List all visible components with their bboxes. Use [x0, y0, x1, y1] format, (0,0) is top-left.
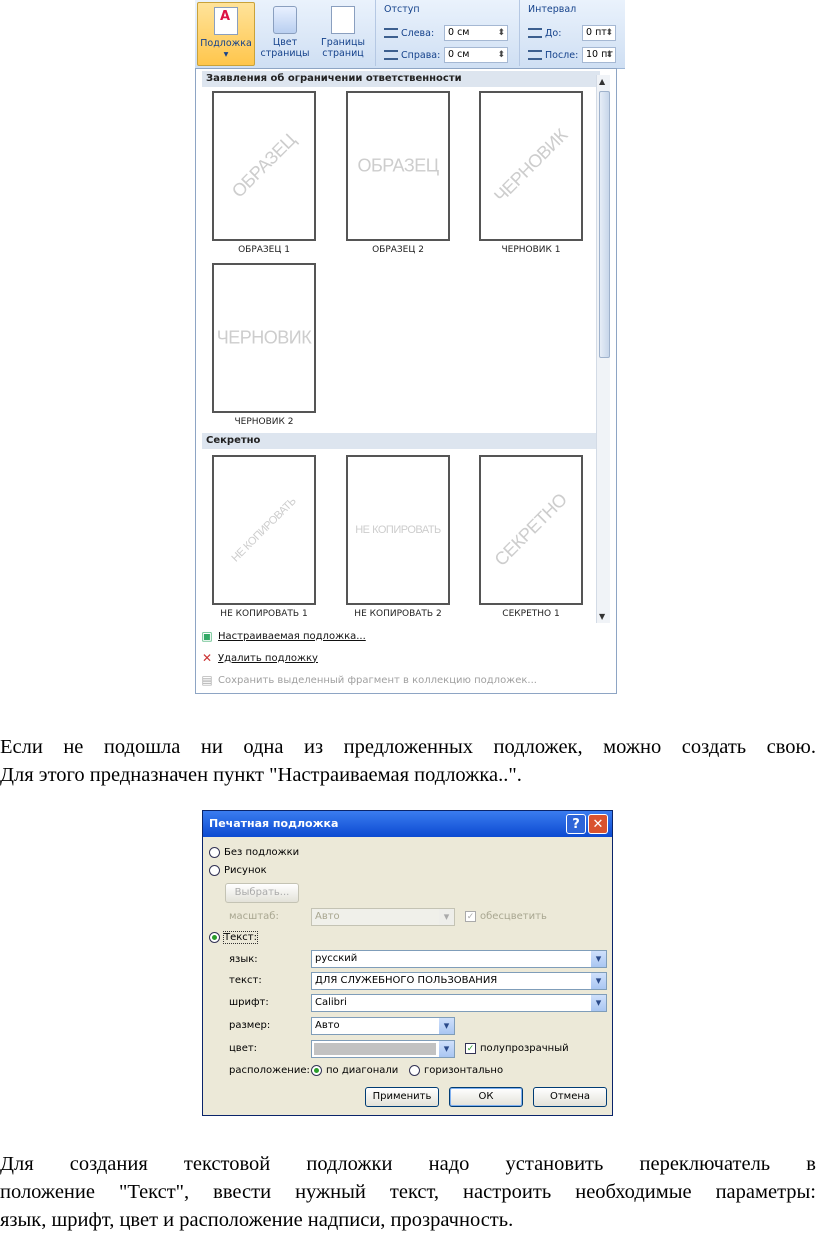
menu-save-selection[interactable]: ▤ Сохранить выделенный фрагмент в коллекцию подложек...: [196, 669, 616, 691]
semitransparent-checkbox[interactable]: ✓ полупрозрачный: [466, 1043, 569, 1054]
menu-custom-watermark[interactable]: ▣ Настраиваемая подложка...: [196, 625, 616, 647]
apply-button[interactable]: Применить: [365, 1087, 439, 1107]
printed-watermark-dialog: Печатная подложка ? ✕ Без подложки Рисунок Выбрать... масштаб: Авто ▾ ✓ обесцветить Текст: язык: русский ▾ текст: ДЛЯ СЛУЖЕБНОГО ПОЛЬЗОВАНИЯ ▾ шрифт: Calibri ▾ размер: Авто ▾ цвет: ▾ ✓ полупрозрачный расположение: по диагонали горизонтально Применить ОК Отмена: [202, 810, 613, 1116]
scroll-down-icon[interactable]: ▼: [599, 612, 606, 621]
page-borders-button[interactable]: Границы страниц: [315, 2, 371, 64]
watermark-dropdown-panel: [195, 68, 617, 694]
radio-horizontal[interactable]: горизонтально: [409, 1065, 503, 1076]
spacing-after-row: После: 10 пт ⬍: [528, 46, 616, 64]
custom-watermark-icon: ▣: [201, 629, 213, 643]
page-color-button[interactable]: Цвет страницы: [257, 2, 313, 64]
watermark-thumb-draft-2[interactable]: ЧЕРНОВИК ЧЕРНОВИК 2: [210, 263, 318, 427]
dialog-titlebar: Печатная подложка ? ✕: [203, 811, 612, 837]
washout-checkbox[interactable]: ✓ обесцветить: [466, 911, 547, 922]
menu-remove-watermark[interactable]: ✕ Удалить подложку: [196, 647, 616, 669]
color-swatch: [314, 1043, 436, 1055]
radio-no-watermark[interactable]: Без подложки: [209, 847, 299, 858]
scale-select[interactable]: Авто ▾: [311, 908, 455, 926]
ribbon: [195, 0, 625, 69]
remove-watermark-icon: ✕: [201, 651, 213, 665]
select-picture-button[interactable]: Выбрать...: [225, 883, 299, 903]
close-button[interactable]: ✕: [588, 814, 608, 834]
spacing-before-row: До: 0 пт ⬍: [528, 24, 616, 42]
spacing-before-icon: [528, 28, 542, 38]
section-secret-header: Секретно: [202, 433, 600, 449]
watermark-thumb-no-copy-1[interactable]: НЕ КОПИРОВАТЬ НЕ КОПИРОВАТЬ 1: [210, 455, 318, 619]
indent-left-row: Слева: 0 см ⬍: [384, 24, 508, 42]
indent-right-spinner[interactable]: 0 см ⬍: [444, 47, 508, 63]
watermark-icon: [214, 7, 238, 35]
section-disclaimers-header: Заявления об ограничении ответственности: [202, 71, 600, 87]
spacing-after-spinner[interactable]: 10 пт ⬍: [582, 47, 616, 63]
radio-diagonal[interactable]: по диагонали: [311, 1065, 398, 1076]
indent-group: Отступ Слева: 0 см ⬍ Справа: 0 см ⬍: [375, 0, 518, 66]
watermark-thumb-sample-2[interactable]: ОБРАЗЕЦ ОБРАЗЕЦ 2: [344, 91, 452, 255]
language-select[interactable]: русский ▾: [311, 950, 607, 968]
help-button[interactable]: ?: [566, 814, 586, 834]
dropdown-arrow-icon: ▾: [223, 49, 229, 60]
paint-bucket-icon: [273, 6, 297, 34]
radio-text[interactable]: Текст:: [209, 932, 257, 943]
watermark-button[interactable]: A Подложка ▾: [197, 2, 255, 66]
radio-circle-icon: [209, 847, 220, 858]
checkbox-checked-icon: ✓: [466, 1044, 475, 1054]
watermark-thumb-draft-1[interactable]: ЧЕРНОВИК ЧЕРНОВИК 1: [477, 91, 585, 255]
indent-left-spinner[interactable]: 0 см ⬍: [444, 25, 508, 41]
text-select[interactable]: ДЛЯ СЛУЖЕБНОГО ПОЛЬЗОВАНИЯ ▾: [311, 972, 607, 990]
watermark-thumb-no-copy-2[interactable]: НЕ КОПИРОВАТЬ НЕ КОПИРОВАТЬ 2: [344, 455, 452, 619]
radio-picture[interactable]: Рисунок: [209, 865, 267, 876]
radio-selected-icon: [209, 932, 220, 943]
paragraph-1: Если не подошла ни одна из предложенных подложек, можно создать свою. Для этого предназначен пункт "Настраиваемая подложка..".: [0, 736, 816, 786]
font-select[interactable]: Calibri ▾: [311, 994, 607, 1012]
cancel-button[interactable]: Отмена: [533, 1087, 607, 1107]
color-select[interactable]: [311, 1040, 455, 1058]
paragraph-2: Для создания текстовой подложки надо установить переключатель в положение "Текст", ввести нужный текст, настроить необходимые параметры: язык, шрифт, цвет и расположение надписи, прозрачность.: [0, 1153, 816, 1231]
size-select[interactable]: Авто ▾: [311, 1017, 455, 1035]
spacing-before-spinner[interactable]: 0 пт ⬍: [582, 25, 616, 41]
spacing-group: Интервал До: 0 пт ⬍ После: 10 пт ⬍: [519, 0, 626, 66]
indent-right-row: Справа: 0 см ⬍: [384, 46, 508, 64]
watermark-gallery-screenshot: [195, 0, 625, 694]
ok-button[interactable]: ОК: [449, 1087, 523, 1107]
watermark-thumb-sample-1[interactable]: ОБРАЗЕЦ ОБРАЗЕЦ 1: [210, 91, 318, 255]
indent-left-icon: [384, 28, 398, 38]
radio-circle-icon: [209, 865, 220, 876]
scroll-thumb[interactable]: [599, 91, 610, 358]
radio-circle-icon: [409, 1065, 420, 1076]
page-borders-icon: [331, 6, 355, 34]
spacing-after-icon: [528, 50, 542, 60]
checkbox-icon: ✓: [466, 912, 475, 922]
scroll-up-icon[interactable]: ▲: [599, 77, 606, 86]
watermark-thumb-secret-1[interactable]: СЕКРЕТНО СЕКРЕТНО 1: [477, 455, 585, 619]
save-to-gallery-icon: ▤: [201, 673, 213, 687]
gallery-scrollbar[interactable]: [596, 75, 610, 623]
radio-selected-icon: [311, 1065, 322, 1076]
indent-right-icon: [384, 50, 398, 60]
